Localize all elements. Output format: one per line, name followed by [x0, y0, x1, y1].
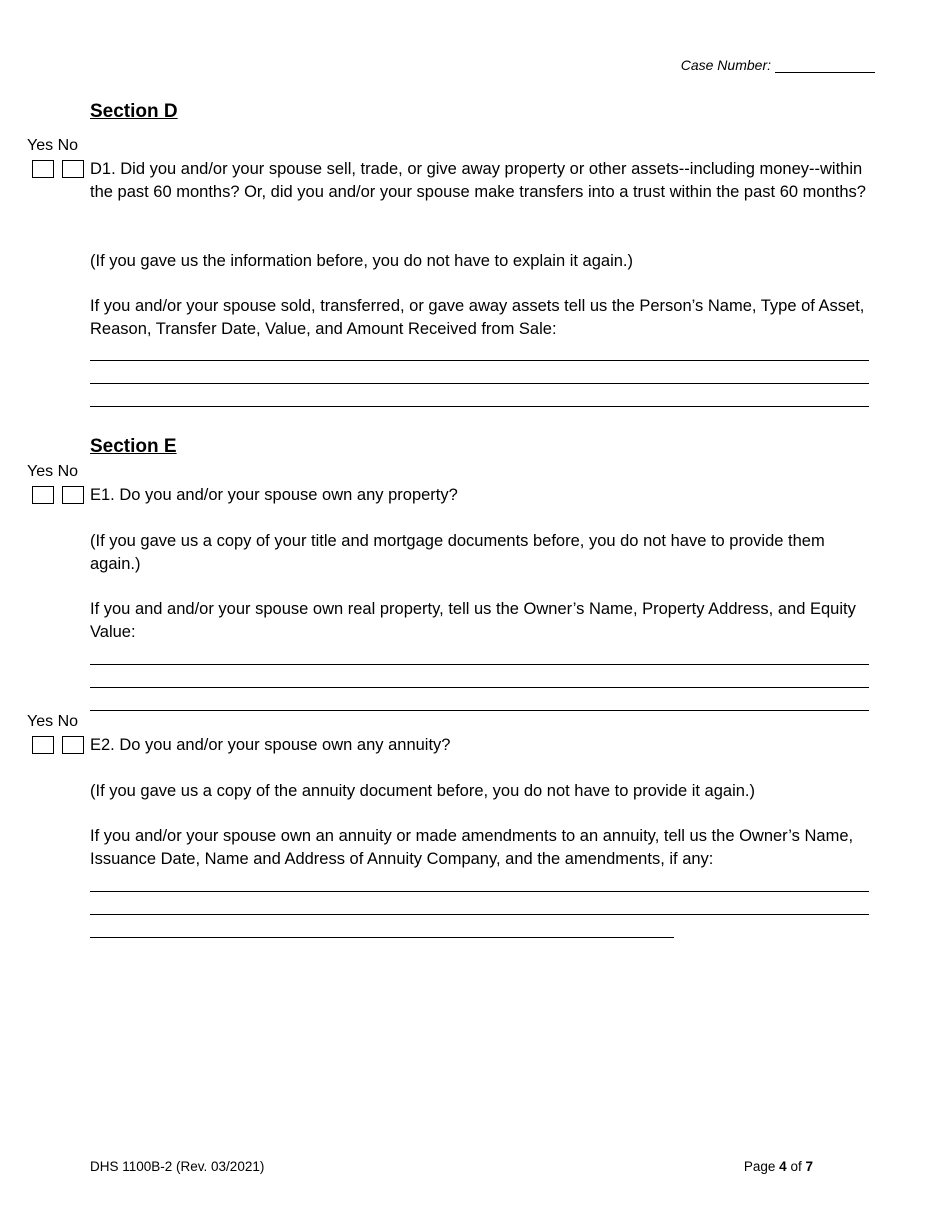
e2-yes-no-header — [27, 713, 78, 731]
e2-instruction: If you and/or your spouse own an annuity or made amendments to an annuity, tell us the Owner’s Name, Issuance Date, Name and Address of Annuity Company, and the amendments, if any: — [90, 827, 854, 868]
e1-answer-line[interactable] — [90, 710, 869, 711]
e2-note: (If you gave us a copy of the annuity document before, you do not have to provide it again.) — [90, 782, 756, 800]
d1-no-checkbox[interactable] — [62, 160, 84, 178]
e2-answer-line[interactable] — [90, 914, 869, 915]
e2-answer-line[interactable] — [90, 891, 869, 892]
no-label: No — [57, 463, 79, 480]
of-word: of — [790, 1159, 802, 1174]
e2-question: E2. Do you and/or your spouse own any annuity? — [90, 736, 451, 754]
e1-instruction: If you and and/or your spouse own real property, tell us the Owner’s Name, Property Address, and Equity Value: — [90, 600, 856, 641]
d1-answer-line[interactable] — [90, 360, 869, 361]
page-number — [744, 1159, 813, 1174]
case-number-field — [681, 57, 875, 73]
d1-answer-line[interactable] — [90, 383, 869, 384]
e1-yes-checkbox[interactable] — [32, 486, 54, 504]
form-id: DHS 1100B-2 (Rev. 03/2021) — [90, 1159, 265, 1174]
e2-answer-line[interactable] — [90, 937, 674, 938]
e2-no-checkbox[interactable] — [62, 736, 84, 754]
page-current: 4 — [779, 1159, 787, 1174]
e1-answer-line[interactable] — [90, 664, 869, 665]
yes-label: Yes — [27, 713, 54, 730]
d1-yes-checkbox[interactable] — [32, 160, 54, 178]
e1-note: (If you gave us a copy of your title and mortgage documents before, you do not have to provide them again.) — [90, 532, 825, 573]
page-word: Page — [743, 1159, 776, 1174]
d1-note: (If you gave us the information before, you do not have to explain it again.) — [90, 252, 634, 270]
e1-no-checkbox[interactable] — [62, 486, 84, 504]
no-label: No — [57, 713, 79, 730]
case-number-blank[interactable] — [775, 58, 875, 73]
page-total: 7 — [805, 1159, 813, 1174]
d1-question: D1. Did you and/or your spouse sell, trade, or give away property or other assets--including money--within the past 60 months? Or, did you and/or your spouse make transfers into a trust within the past 60 months? — [90, 160, 866, 201]
yes-label: Yes — [27, 463, 54, 480]
e1-yes-no-header — [27, 463, 78, 481]
e1-answer-line[interactable] — [90, 687, 869, 688]
d1-answer-line[interactable] — [90, 406, 869, 407]
yes-label: Yes — [27, 137, 54, 154]
e2-yes-checkbox[interactable] — [32, 736, 54, 754]
d1-instruction: If you and/or your spouse sold, transferred, or gave away assets tell us the Person’s Name, Type of Asset, Reason, Transfer Date, Value, and Amount Received from Sale: — [90, 297, 865, 338]
case-number-label: Case Number: — [680, 57, 771, 73]
section-d-title: Section D — [90, 101, 178, 122]
section-e-title: Section E — [90, 436, 177, 457]
no-label: No — [57, 137, 79, 154]
d1-yes-no-header — [27, 137, 78, 155]
e1-question: E1. Do you and/or your spouse own any property? — [90, 486, 458, 504]
